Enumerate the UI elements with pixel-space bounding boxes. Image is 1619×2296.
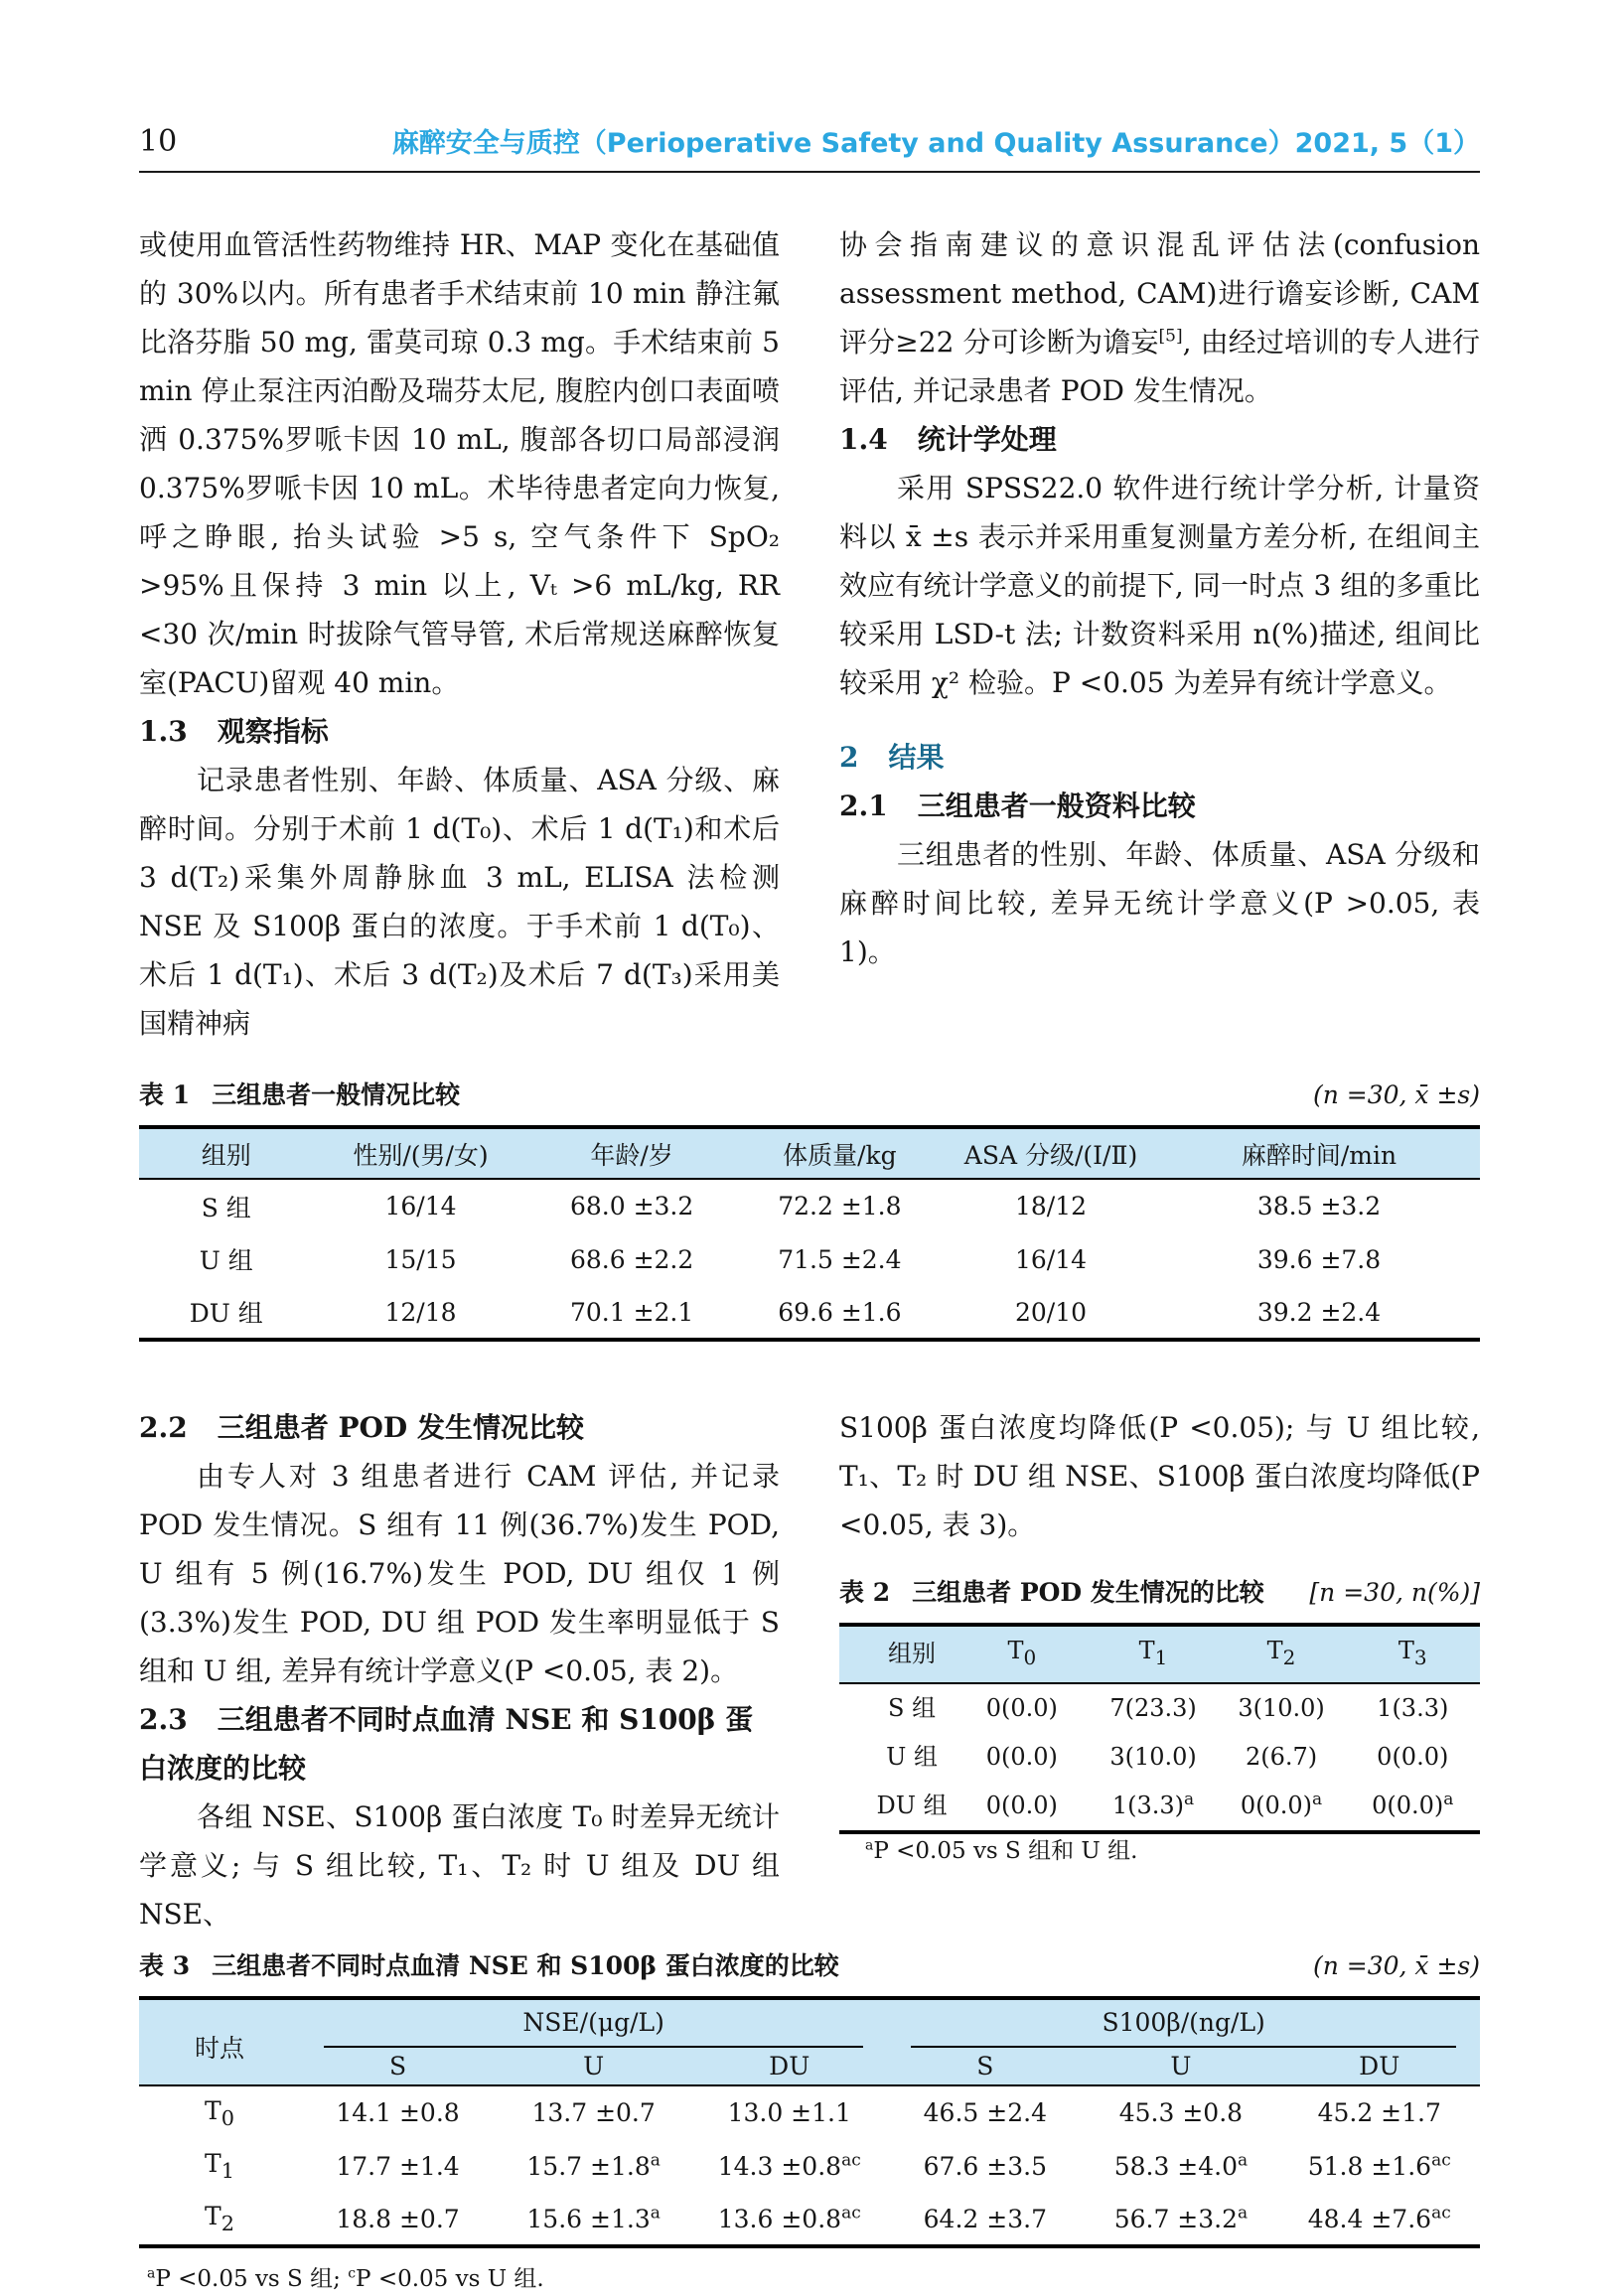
table-row: [839, 1683, 1480, 1733]
table-row: [139, 2193, 1480, 2246]
observation-index-paragraph: 记录患者性别、年龄、体质量、ASA 分级、麻醉时间。分别于术前 1 d(T₀)、术后 1 d(T₁)和术后 3 d(T₂)采集外周静脉血 3 mL, ELISA 法检测 NSE 及 S100β 蛋白的浓度。于手术前 1 d(T₀)、术后 1 d(T₁)、术后 3 d(T₂)及术后 7 d(T₃)采用美国精神病: [139, 764, 780, 1040]
column-header: DU: [691, 2048, 887, 2085]
table-cell: 39.2 ±2.4: [1256, 1297, 1382, 1327]
column-header: S: [887, 2048, 1083, 2085]
table1-header-row: [139, 1127, 1480, 1179]
section-title: 三组患者一般资料比较: [917, 789, 1196, 822]
section-number: 1.3: [139, 715, 188, 748]
table2-block: [839, 1575, 1480, 1868]
table-cell: [496, 2193, 691, 2246]
cell-superscript: a: [1312, 1789, 1323, 1809]
cell-value: 67.6 ±3.5: [923, 2151, 1047, 2181]
cell-value: 56.7 ±3.2: [1113, 2204, 1239, 2233]
table-cell: [1083, 2085, 1278, 2139]
column-header: [1346, 1625, 1480, 1683]
time-subscript: 0: [221, 2105, 234, 2130]
table-cell: [300, 2193, 496, 2246]
cell-value: 18.8 ±0.7: [336, 2204, 460, 2233]
column-header: 组别: [139, 1127, 314, 1179]
footnote-superscript: a: [865, 1837, 874, 1854]
section-heading-1-3: [139, 707, 780, 756]
cell-value: 45.3 ±0.8: [1118, 2098, 1244, 2127]
column-header: 组别: [839, 1625, 955, 1683]
table-cell: 68.0 ±3.2: [569, 1192, 694, 1220]
table1-number: 表 1: [139, 1080, 191, 1109]
cell-value: 13.7 ±0.7: [531, 2098, 656, 2127]
column-header: S: [300, 2048, 496, 2085]
table-cell: 20/10: [1014, 1297, 1088, 1327]
table2-caption: [839, 1575, 1480, 1611]
s100b-group-label: S100β/(ng/L): [911, 2008, 1456, 2048]
table-cell: 70.1 ±2.1: [569, 1297, 694, 1327]
page-header: [139, 124, 1480, 173]
table-cell: [887, 2139, 1083, 2193]
table-row: [139, 1179, 1480, 1232]
table2-number: 表 2: [839, 1578, 891, 1607]
text-columns-bottom: [139, 1403, 1480, 1938]
footnote-text: P <0.05 vs S 组和 U 组.: [873, 1837, 1138, 1864]
cam-paragraph: [839, 220, 1480, 415]
cell-value: 7(23.3): [1109, 1693, 1197, 1722]
column-header: [1090, 1625, 1218, 1683]
time-subscript: 3: [1413, 1645, 1427, 1669]
table1-title: 三组患者一般情况比较: [212, 1080, 461, 1109]
cell-value: 13.6 ±0.8: [717, 2204, 842, 2233]
time-label: T: [205, 2149, 221, 2178]
section-title: 结果: [888, 741, 945, 774]
cell-superscript: a: [650, 2203, 661, 2224]
table2-caption-label: [839, 1575, 1264, 1611]
column-header: DU: [1278, 2048, 1480, 2085]
section-number: 2: [839, 741, 859, 774]
table-cell: [1278, 2193, 1480, 2246]
column-header: U: [496, 2048, 691, 2085]
cell-value: 15.7 ±1.8: [526, 2151, 651, 2181]
table3: [139, 1996, 1480, 2248]
time-subscript: 1: [1154, 1645, 1168, 1669]
cell-value: 64.2 ±3.7: [923, 2204, 1047, 2233]
table-row: [139, 2085, 1480, 2139]
cell-value: 14.1 ±0.8: [336, 2098, 460, 2127]
journal-title: 麻醉安全与质控（Perioperative Safety and Quality Assurance）2021, 5（1）: [391, 128, 1480, 159]
table-cell: 12/18: [384, 1297, 457, 1327]
footnote-superscript: c: [348, 2265, 357, 2282]
table3-caption-label: [139, 1948, 839, 1984]
cam-paragraph-text: 协会指南建议的意识混乱评估法(confusion assessment method, CAM)进行谵妄诊断, CAM 评分≥22 分可诊断为谵妄: [839, 228, 1480, 359]
time-label: T: [1007, 1637, 1024, 1664]
time-subscript: 1: [221, 2159, 234, 2183]
right-column-top: [839, 220, 1480, 1048]
section-heading-2-2: [139, 1403, 780, 1452]
time-subscript: 2: [221, 2212, 234, 2235]
table-cell: [691, 2193, 887, 2246]
table-cell: [1083, 2139, 1278, 2193]
table1: [139, 1125, 1480, 1342]
time-label: T: [1266, 1637, 1283, 1664]
cell-superscript: a: [1238, 2150, 1249, 2171]
table2-title: 三组患者 POD 发生情况的比较: [912, 1578, 1264, 1607]
column-header: 性别/(男/女): [314, 1127, 528, 1179]
cam-paragraph-text-cont: , 由经过培训的专人进行评估, 并记录患者 POD 发生情况。: [839, 326, 1480, 407]
cell-superscript: ac: [841, 2150, 861, 2171]
table-cell: [955, 1733, 1089, 1782]
section-title: 三组患者 POD 发生情况比较: [217, 1411, 584, 1444]
cell-value: 58.3 ±4.0: [1113, 2151, 1239, 2181]
page-number: 10: [139, 124, 178, 159]
table-cell: 15/15: [384, 1244, 457, 1274]
table-cell: [955, 1683, 1089, 1733]
table-cell: [1090, 1683, 1218, 1733]
column-header: U: [1083, 2048, 1278, 2085]
cell-value: 13.0 ±1.1: [727, 2098, 851, 2127]
statistics-paragraph: 采用 SPSS22.0 软件进行统计学分析, 计量资料以 x̄ ±s 表示并采用重复测量方差分析, 在组间主效应有统计学意义的前提下, 同一时点 3 组的多重比较采用 LSD-t 法; 计数资料采用 n(%)描述, 组间比较采用 χ² 检验。P <0.05 为差异有统计学意义。: [839, 472, 1480, 699]
row-label: S 组: [888, 1693, 937, 1722]
table-row: [839, 1782, 1480, 1832]
table2-footnote: [865, 1834, 1480, 1868]
section-title: 三组患者不同时点血清 NSE 和 S100β 蛋白浓度的比较: [139, 1703, 754, 1785]
cell-value: 0(0.0): [985, 1791, 1058, 1819]
left-column-bottom: [139, 1403, 780, 1938]
time-label: T: [1398, 1637, 1414, 1664]
footnote-superscript: a: [147, 2265, 156, 2282]
table-cell: 69.6 ±1.6: [778, 1297, 902, 1327]
cell-value: 15.6 ±1.3: [526, 2204, 651, 2233]
table-cell: [1346, 1733, 1480, 1782]
reference-5-superscript: [5]: [1158, 326, 1183, 347]
pod-incidence-paragraph: 由专人对 3 组患者进行 CAM 评估, 并记录 POD 发生情况。S 组有 11 例(36.7%)发生 POD, U 组有 5 例(16.7%)发生 POD, DU 组仅 1 例(3.3%)发生 POD, DU 组 POD 发生率明显低于 S 组和 U 组, 差异有统计学意义(P <0.05, 表 2)。: [139, 1460, 780, 1687]
cell-value: 45.2 ±1.7: [1317, 2098, 1441, 2127]
column-header: [1218, 1625, 1346, 1683]
column-header: ASA 分级/(Ⅰ/Ⅱ): [944, 1127, 1158, 1179]
cell-value: 3(10.0): [1238, 1693, 1325, 1722]
table3-block: [139, 1948, 1480, 2296]
table1-block: [139, 1077, 1480, 1342]
row-label: S 组: [201, 1193, 251, 1222]
cell-value: 0(0.0): [985, 1693, 1058, 1722]
cell-superscript: a: [1443, 1789, 1454, 1809]
cell-superscript: a: [1184, 1789, 1195, 1809]
methods-continuation-paragraph: 或使用血管活性药物维持 HR、MAP 变化在基础值的 30%以内。所有患者手术结束前 10 min 静注氟比洛芬脂 50 mg, 雷莫司琼 0.3 mg。手术结束前 5 min 停止泵注丙泊酚及瑞芬太尼, 腹腔内创口表面喷洒 0.375%罗哌卡因 10 mL, 腹部各切口局部浸润 0.375%罗哌卡因 10 mL。术毕待患者定向力恢复, 呼之睁眼, 抬头试验 >5 s, 空气条件下 SpO₂ >95%且保持 3 min 以上, Vₜ >6 mL/kg, RR <30 次/min 时拔除气管导管, 术后常规送麻醉恢复室(PACU)留观 40 min。: [139, 228, 780, 699]
row-label: DU 组: [189, 1299, 263, 1328]
column-header: 体质量/kg: [736, 1127, 944, 1179]
table-cell: [887, 2193, 1083, 2246]
row-label: U 组: [886, 1742, 938, 1771]
table2-sample-note: [n =30, n(%)]: [1309, 1578, 1480, 1607]
general-data-paragraph: 三组患者的性别、年龄、体质量、ASA 分级和麻醉时间比较, 差异无统计学意义(P >0.05, 表 1)。: [839, 838, 1480, 968]
footnote-text: P <0.05 vs S 组;: [155, 2266, 349, 2292]
table-row: [139, 1232, 1480, 1286]
table-cell: [1218, 1733, 1346, 1782]
cell-value: 2(6.7): [1245, 1742, 1318, 1771]
table2-header-row: [839, 1625, 1480, 1683]
table-cell: [691, 2139, 887, 2193]
column-header: 时点: [139, 1998, 300, 2085]
table1-caption-label: [139, 1077, 460, 1113]
table-cell: [1278, 2139, 1480, 2193]
section-heading-2-1: [839, 782, 1480, 830]
text-columns-top: [139, 220, 1480, 1048]
cell-value: 17.7 ±1.4: [336, 2151, 460, 2181]
table-cell: [1278, 2085, 1480, 2139]
table3-title: 三组患者不同时点血清 NSE 和 S100β 蛋白浓度的比较: [212, 1951, 839, 1980]
cell-value: 0(0.0): [1240, 1791, 1313, 1819]
cell-value: 0(0.0): [985, 1742, 1058, 1771]
time-label: T: [1138, 1637, 1155, 1664]
row-label: U 组: [199, 1246, 253, 1275]
table-cell: 72.2 ±1.8: [778, 1192, 902, 1220]
cell-value: 1(3.3): [1377, 1693, 1449, 1722]
table-row: [839, 1733, 1480, 1782]
cell-superscript: ac: [1431, 2203, 1451, 2224]
table-cell: [1346, 1683, 1480, 1733]
nse-paragraph-left: 各组 NSE、S100β 蛋白浓度 T₀ 时差异无统计学意义; 与 S 组比较, T₁、T₂ 时 U 组及 DU 组 NSE、: [139, 1800, 780, 1931]
cell-superscript: a: [1238, 2203, 1249, 2224]
table3-group-header-row: [139, 1998, 1480, 2048]
section-title: 观察指标: [217, 715, 329, 748]
section-title: 统计学处理: [917, 423, 1057, 456]
cell-superscript: ac: [841, 2203, 861, 2224]
left-column-top: [139, 220, 780, 1048]
table3-footnote: [147, 2262, 1480, 2296]
table-cell: [691, 2085, 887, 2139]
table-cell: [300, 2085, 496, 2139]
time-subscript: 0: [1023, 1645, 1037, 1669]
section-number: 2.2: [139, 1411, 188, 1444]
cell-value: 48.4 ±7.6: [1307, 2204, 1432, 2233]
table3-sample-note: (n =30, x̄ ±s): [1312, 1951, 1480, 1980]
table-cell: [1083, 2193, 1278, 2246]
row-label: DU 组: [876, 1791, 948, 1819]
cell-value: 0(0.0): [1372, 1791, 1444, 1819]
column-group-header: [300, 1998, 887, 2048]
footnote-text: P <0.05 vs U 组.: [356, 2266, 544, 2292]
cell-value: 1(3.3): [1111, 1791, 1185, 1819]
table1-sample-note: (n =30, x̄ ±s): [1312, 1080, 1480, 1109]
table-cell: [496, 2139, 691, 2193]
cell-value: 3(10.0): [1109, 1742, 1197, 1771]
table-cell: 16/14: [384, 1192, 457, 1220]
row-label: [139, 2085, 300, 2139]
nse-group-label: NSE/(μg/L): [324, 2008, 863, 2048]
table2: [839, 1623, 1480, 1834]
section-heading-2-3: [139, 1695, 780, 1793]
table-cell: 16/14: [1014, 1244, 1088, 1274]
table-cell: 39.6 ±7.8: [1256, 1244, 1382, 1274]
section-number: 2.3: [139, 1703, 188, 1736]
table1-caption: [139, 1077, 1480, 1113]
time-label: T: [205, 2095, 221, 2125]
table-cell: [300, 2139, 496, 2193]
section-number: 1.4: [839, 423, 888, 456]
cell-superscript: ac: [1431, 2150, 1451, 2171]
table3-caption: [139, 1948, 1480, 1984]
table-cell: 68.6 ±2.2: [569, 1244, 694, 1274]
cell-value: 14.3 ±0.8: [717, 2151, 842, 2181]
table-row: [139, 1286, 1480, 1340]
cell-value: 51.8 ±1.6: [1307, 2151, 1432, 2181]
table-cell: [1090, 1733, 1218, 1782]
section-number: 2.1: [839, 789, 888, 822]
table3-subheader-row: [139, 2048, 1480, 2085]
table-row: [139, 2139, 1480, 2193]
table-cell: [1218, 1782, 1346, 1832]
table-cell: 18/12: [1014, 1192, 1088, 1220]
row-label: [139, 2139, 300, 2193]
time-label: T: [205, 2202, 221, 2230]
table-cell: 38.5 ±3.2: [1256, 1192, 1382, 1220]
table3-number: 表 3: [139, 1951, 191, 1980]
table-cell: [1346, 1782, 1480, 1832]
right-column-bottom: [839, 1403, 1480, 1938]
cell-value: 46.5 ±2.4: [923, 2098, 1047, 2127]
cell-value: 0(0.0): [1377, 1742, 1449, 1771]
column-header: [955, 1625, 1089, 1683]
table-cell: [1218, 1683, 1346, 1733]
table-cell: [496, 2085, 691, 2139]
nse-paragraph-right: S100β 蛋白浓度均降低(P <0.05); 与 U 组比较, T₁、T₂ 时 DU 组 NSE、S100β 蛋白浓度均降低(P <0.05, 表 3)。: [839, 1411, 1480, 1541]
time-subscript: 2: [1282, 1645, 1296, 1669]
row-label: [139, 2193, 300, 2246]
column-header: 麻醉时间/min: [1158, 1127, 1480, 1179]
section-heading-2: [839, 733, 1480, 782]
cell-superscript: a: [650, 2150, 661, 2171]
table-cell: [1090, 1782, 1218, 1832]
column-header: 年龄/岁: [528, 1127, 736, 1179]
table-cell: [955, 1782, 1089, 1832]
section-heading-1-4: [839, 415, 1480, 464]
column-group-header: [887, 1998, 1480, 2048]
table-cell: 71.5 ±2.4: [778, 1244, 902, 1274]
table-cell: [887, 2085, 1083, 2139]
